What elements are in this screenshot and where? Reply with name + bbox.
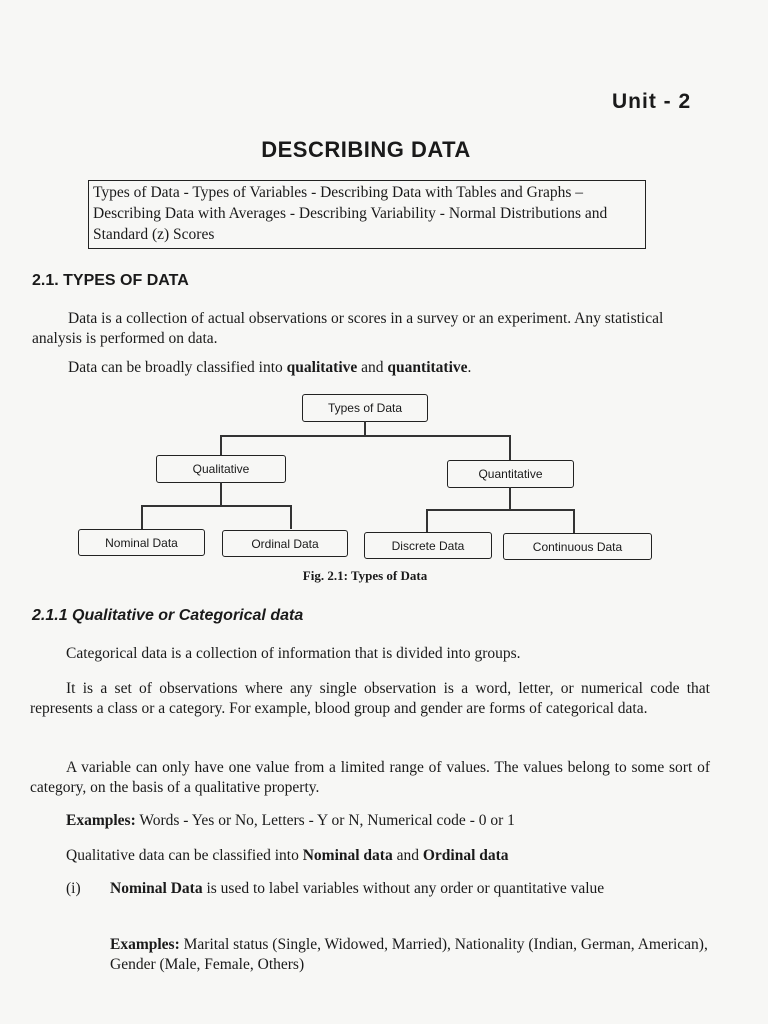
examples-text: Marital status (Single, Widowed, Married), Nationality (Indian, German, American), Gender (Male, Female, Others)	[110, 936, 708, 973]
page-title: DESCRIBING DATA	[261, 137, 471, 162]
connector	[509, 435, 511, 460]
text: and	[357, 359, 388, 376]
node-types-of-data: Types of Data	[302, 394, 428, 422]
paragraph-categorical-detail: It is a set of observations where any single observation is a word, letter, or numerical code that represents a class or a category. For example, blood group and gender are forms of categorical data.	[30, 680, 710, 717]
connector	[220, 482, 222, 506]
term-nominal-data: Nominal data	[302, 847, 393, 864]
connector	[573, 509, 575, 533]
connector	[426, 509, 574, 511]
examples-text: Words - Yes or No, Letters - Y or N, Numerical code - 0 or 1	[135, 812, 515, 829]
paragraph-classification	[68, 358, 708, 378]
term-qualitative: qualitative	[286, 359, 358, 376]
text: .	[467, 359, 472, 376]
paragraph-variable-values: A variable can only have one value from a limited range of values. The values belong to some sort of category, on the basis of a qualitative property.	[30, 759, 710, 796]
node-quantitative: Quantitative	[447, 460, 574, 488]
paragraph-qualitative-classes	[66, 846, 706, 866]
text: Qualitative data can be classified into	[66, 847, 303, 864]
term-quantitative: quantitative	[387, 359, 468, 376]
connector	[509, 487, 511, 510]
paragraph-data-definition: Data is a collection of actual observations or scores in a survey or an experiment. Any statistical analysis is performed on data.	[32, 310, 664, 347]
list-item-nominal-examples	[110, 935, 710, 975]
connector	[290, 505, 292, 529]
paragraph-examples	[66, 811, 706, 831]
text: is used to label variables without any order or quantitative value	[202, 880, 605, 897]
list-item-number: (i)	[66, 880, 81, 897]
figure-caption: Fig. 2.1: Types of Data	[302, 568, 428, 583]
node-nominal-data: Nominal Data	[78, 529, 205, 556]
text: and	[392, 847, 423, 864]
connector	[141, 505, 291, 507]
connector	[220, 435, 222, 456]
connector	[141, 505, 143, 529]
term-ordinal-data: Ordinal data	[422, 847, 509, 864]
examples-label: Examples:	[110, 936, 180, 953]
node-qualitative: Qualitative	[156, 455, 286, 483]
paragraph-categorical-definition: Categorical data is a collection of information that is divided into groups.	[66, 645, 521, 662]
section-heading-2-1: 2.1. TYPES OF DATA	[32, 272, 189, 289]
connector	[426, 509, 428, 533]
connector	[364, 421, 366, 436]
section-heading-2-1-1: 2.1.1 Qualitative or Categorical data	[32, 607, 304, 624]
list-item-nominal	[110, 879, 710, 899]
text: Data can be broadly classified into	[68, 359, 287, 376]
node-continuous-data: Continuous Data	[503, 533, 652, 560]
examples-label: Examples:	[66, 812, 136, 829]
connector	[220, 435, 510, 437]
node-ordinal-data: Ordinal Data	[222, 530, 348, 557]
topics-box: Types of Data - Types of Variables - Describing Data with Tables and Graphs – Describing Data with Averages - Describing Variability - Normal Distributions and Standard (z) Scores	[88, 180, 646, 249]
node-discrete-data: Discrete Data	[364, 532, 492, 559]
term-nominal-data: Nominal Data	[110, 880, 203, 897]
unit-label: Unit - 2	[612, 90, 692, 113]
